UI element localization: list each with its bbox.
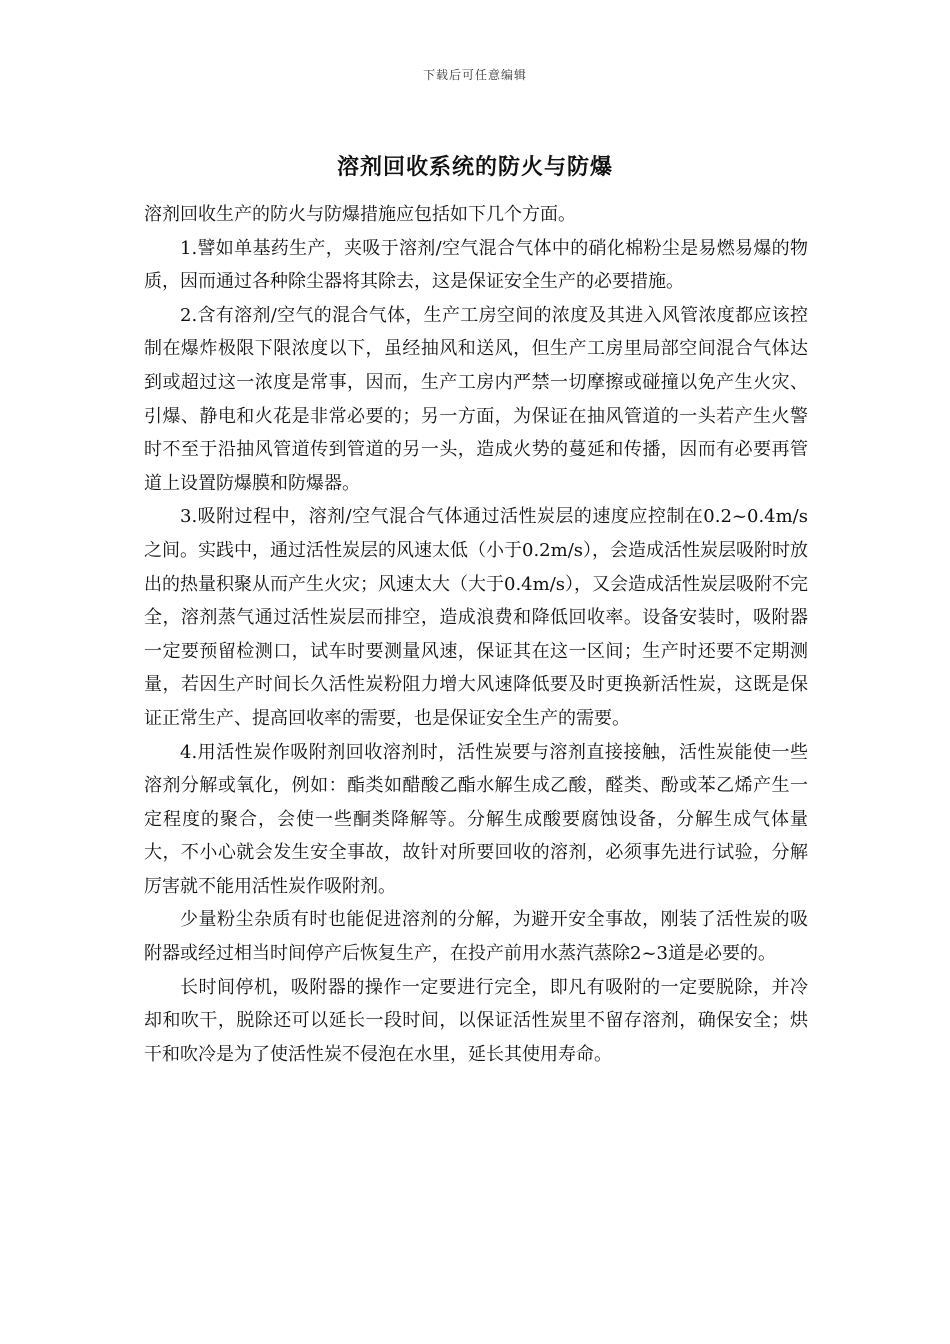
- paragraph-4: 4.用活性炭作吸附剂回收溶剂时，活性炭要与溶剂直接接触，活性炭能使一些溶剂分解或氧化，例如：酯类如醋酸乙酯水解生成乙酸，醛类、酚或苯乙烯产生一定程度的聚合，会使一些酮类降解等。分解生成酸要腐蚀设备，分解生成气体量大，不小心就会发生安全事故，故针对所要回收的溶剂，必须事先进行试验，分解厉害就不能用活性炭作吸附剂。: [144, 741, 808, 897]
- paragraph-2: 2.含有溶剂/空气的混合气体，生产工房空间的浓度及其进入风管浓度都应该控制在爆炸极限下限浓度以下，虽经抽风和送风，但生产工房里局部空间混合气体达到或超过这一浓度是常事，因而，生产工房内严禁一切摩擦或碰撞以免产生火灾、引爆、静电和火花是非常必要的；另一方面，为保证在抽风管道的一头若产生火警时不至于沿抽风管道传到管道的另一头，造成火势的蔓延和传播，因而有必要再管道上设置防爆膜和防爆器。: [144, 304, 808, 494]
- paragraph-5: 少量粉尘杂质有时也能促进溶剂的分解，为避开安全事故，刚装了活性炭的吸附器或经过相当时间停产后恢复生产，在投产前用水蒸汽蒸除2~3道是必要的。: [144, 909, 808, 965]
- document-body: [144, 198, 808, 1071]
- paragraph-3: 3.吸附过程中，溶剂/空气混合气体通过活性炭层的速度应控制在0.2~0.4m/s之间。实践中，通过活性炭层的风速太低（小于0.2m/s），会造成活性炭层吸附时放出的热量积聚从而产生火灾；风速太大（大于0.4m/s），又会造成活性炭层吸附不完全，溶剂蒸气通过活性炭层而排空，造成浪费和降低回收率。设备安装时，吸附器一定要预留检测口，试车时要测量风速，保证其在这一区间；生产时还要不定期测量，若因生产时间长久活性炭粉阻力增大风速降低要及时更换新活性炭，这既是保证正常生产、提高回收率的需要，也是保证安全生产的需要。: [144, 506, 808, 729]
- paragraph-1: 1.譬如单基药生产，夹吸于溶剂/空气混合气体中的硝化棉粉尘是易燃易爆的物质，因而通过各种除尘器将其除去，这是保证安全生产的必要措施。: [144, 237, 808, 293]
- document-title: 溶剂回收系统的防火与防爆: [336, 155, 613, 180]
- paragraph-6: 长时间停机，吸附器的操作一定要进行完全，即凡有吸附的一定要脱除，并冷却和吹干，脱除还可以延长一段时间，以保证活性炭里不留存溶剂，确保安全；烘干和吹冷是为了使活性炭不侵泡在水里，延长其使用寿命。: [144, 976, 808, 1065]
- header-note: 下载后可任意编辑: [422, 68, 527, 82]
- intro-paragraph: 溶剂回收生产的防火与防爆措施应包括如下几个方面。: [144, 204, 576, 225]
